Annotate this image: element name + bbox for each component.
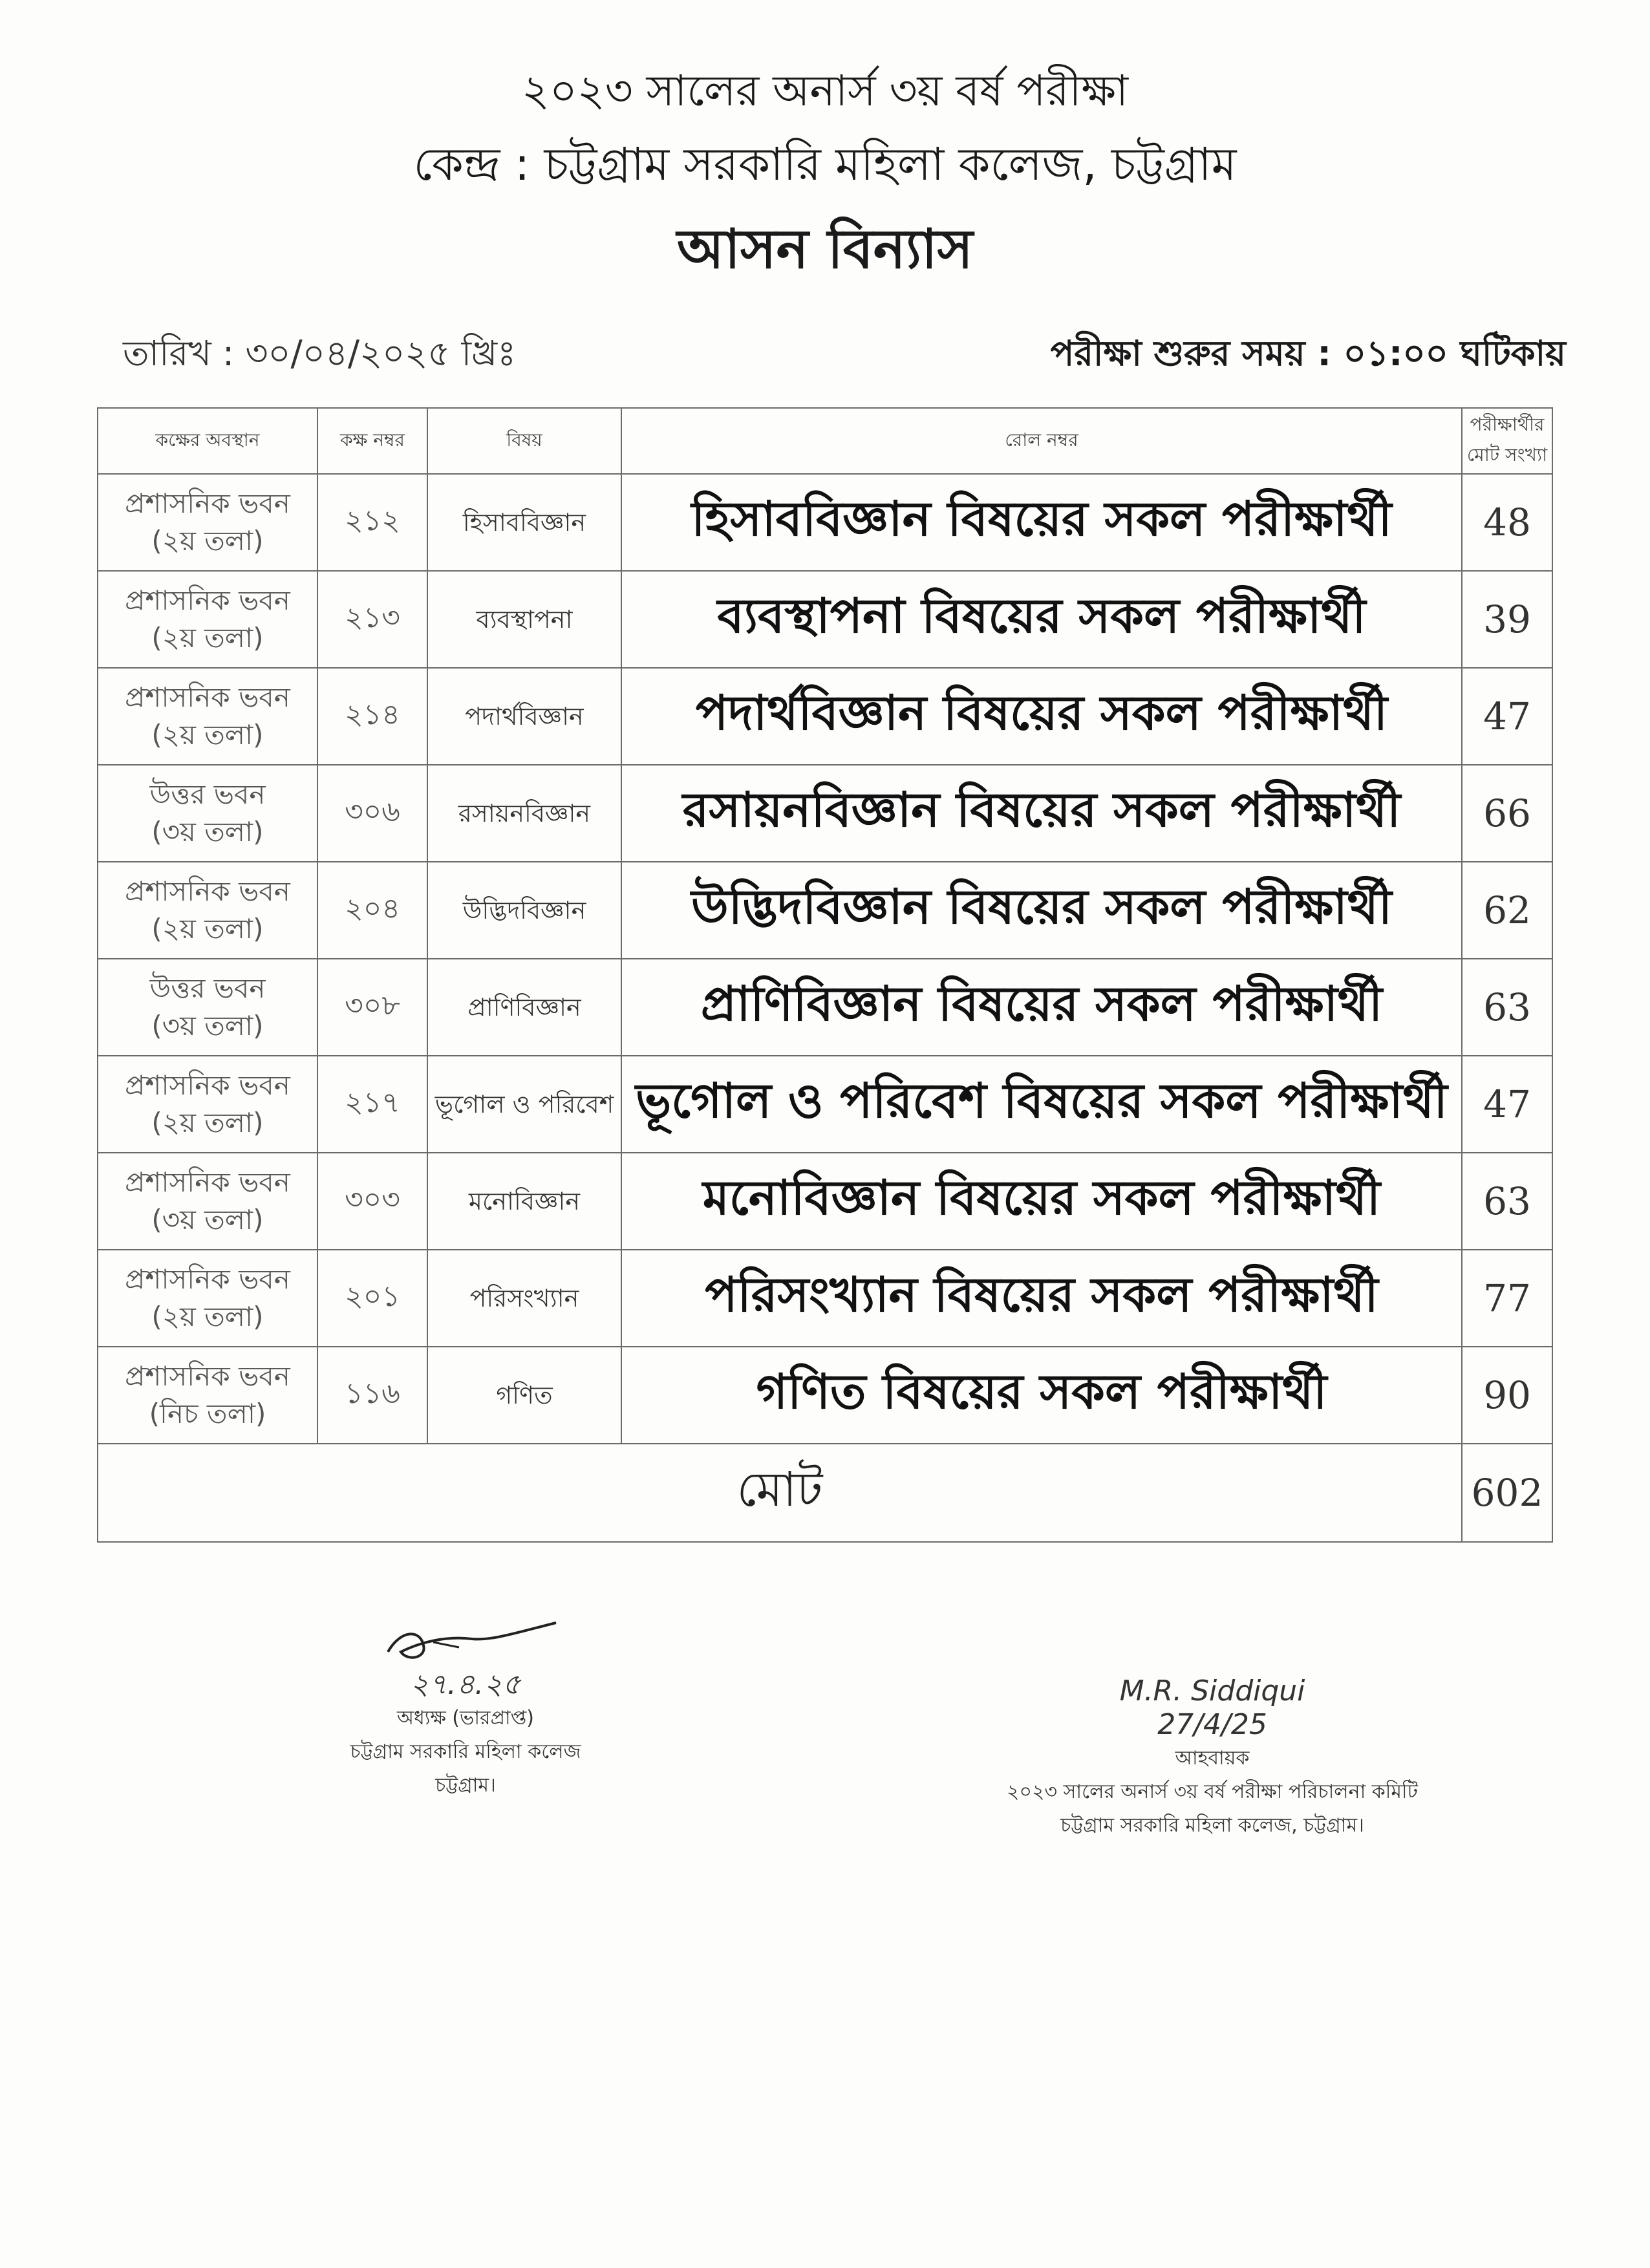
signature-date: 27/4/25 (1157, 1708, 1267, 1741)
page-title: আসন বিন্যাস (677, 217, 973, 281)
location-cell (98, 1153, 317, 1250)
subject-cell: মনোবিজ্ঞান (427, 1153, 621, 1250)
room-number: ২০৪ (317, 862, 427, 959)
location-building: উত্তর ভবন (149, 972, 266, 1004)
location-floor: (২য় তলা) (151, 719, 264, 751)
room-number: ২১৪ (317, 668, 427, 765)
count-cell: 66 (1462, 765, 1552, 862)
location-building: প্রশাসনিক ভবন (125, 875, 290, 907)
table-row (98, 765, 1552, 862)
location-cell (98, 1250, 317, 1347)
room-number: ৩০৬ (317, 765, 427, 862)
subject-cell: হিসাববিজ্ঞান (427, 474, 621, 571)
subject-cell: ভূগোল ও পরিবেশ (427, 1056, 621, 1153)
roll-cell: উদ্ভিদবিজ্ঞান বিষয়ের সকল পরীক্ষার্থী (621, 862, 1462, 959)
location-cell (98, 1347, 317, 1444)
location-floor: (২য় তলা) (151, 525, 264, 557)
location-floor: (২য় তলা) (151, 1301, 264, 1332)
roll-cell: ব্যবস্থাপনা বিষয়ের সকল পরীক্ষার্থী (621, 571, 1462, 668)
signature-mark (362, 1616, 569, 1668)
roll-cell: গণিত বিষয়ের সকল পরীক্ষার্থী (621, 1347, 1462, 1444)
roll-cell: রসায়নবিজ্ঞান বিষয়ের সকল পরীক্ষার্থী (621, 765, 1462, 862)
count-cell: 77 (1462, 1250, 1552, 1347)
location-cell (98, 668, 317, 765)
location-cell (98, 765, 317, 862)
count-cell: 47 (1462, 1056, 1552, 1153)
room-number: ৩০৮ (317, 959, 427, 1056)
location-building: প্রশাসনিক ভবন (125, 584, 290, 616)
convener-title: আহবায়ক (1175, 1747, 1250, 1770)
location-building: প্রশাসনিক ভবন (125, 1069, 290, 1101)
location-floor: (৩য় তলা) (151, 816, 264, 848)
location-building: প্রশাসনিক ভবন (125, 1263, 290, 1295)
table-header-row (98, 408, 1552, 474)
location-floor: (২য় তলা) (151, 622, 264, 654)
location-building: উত্তর ভবন (149, 778, 266, 810)
table-row (98, 1056, 1552, 1153)
location-cell (98, 1056, 317, 1153)
table-row (98, 1347, 1552, 1444)
subject-cell: ব্যবস্থাপনা (427, 571, 621, 668)
location-building: প্রশাসনিক ভবন (125, 681, 290, 713)
room-number: ২০১ (317, 1250, 427, 1347)
room-number: ২১৭ (317, 1056, 427, 1153)
total-label: মোট (98, 1444, 1462, 1542)
subject-cell: উদ্ভিদবিজ্ঞান (427, 862, 621, 959)
header-roll: রোল নম্বর (621, 408, 1462, 474)
roll-cell: মনোবিজ্ঞান বিষয়ের সকল পরীক্ষার্থী (621, 1153, 1462, 1250)
count-cell: 48 (1462, 474, 1552, 571)
exam-start-time: পরীক্ষা শুরুর সময় : ০১:০০ ঘটিকায় (1050, 333, 1566, 374)
signature-date: ২৭.৪.২৫ (410, 1668, 521, 1701)
table-row (98, 668, 1552, 765)
location-floor: (২য় তলা) (151, 913, 264, 945)
location-cell (98, 571, 317, 668)
table-row (98, 1153, 1552, 1250)
location-floor: (নিচ তলা) (149, 1398, 266, 1429)
count-cell: 90 (1462, 1347, 1552, 1444)
header-location: কক্ষের অবস্থান (98, 408, 317, 474)
roll-cell: ভূগোল ও পরিবেশ বিষয়ের সকল পরীক্ষার্থী (621, 1056, 1462, 1153)
location-floor: (২য় তলা) (151, 1107, 264, 1139)
table-row (98, 862, 1552, 959)
exam-center: কেন্দ্র : চট্টগ্রাম সরকারি মহিলা কলেজ, চট্টগ্রাম (413, 138, 1237, 191)
count-cell: 47 (1462, 668, 1552, 765)
exam-date: তারিখ : ৩০/০৪/২০২৫ খ্রিঃ (123, 333, 517, 374)
location-cell (98, 474, 317, 571)
roll-cell: প্রাণিবিজ্ঞান বিষয়ের সকল পরীক্ষার্থী (621, 959, 1462, 1056)
room-number: ১১৬ (317, 1347, 427, 1444)
principal-city: চট্টগ্রাম। (435, 1774, 496, 1797)
principal-title: অধ্যক্ষ (ভারপ্রাপ্ত) (396, 1707, 535, 1729)
convener-org: চট্টগ্রাম সরকারি মহিলা কলেজ, চট্টগ্রাম। (1060, 1814, 1364, 1837)
table-row (98, 571, 1552, 668)
count-cell: 63 (1462, 1153, 1552, 1250)
header-subject: বিষয় (427, 408, 621, 474)
roll-cell: হিসাববিজ্ঞান বিষয়ের সকল পরীক্ষার্থী (621, 474, 1462, 571)
total-row (98, 1444, 1552, 1542)
room-number: ২১২ (317, 474, 427, 571)
subject-cell: প্রাণিবিজ্ঞান (427, 959, 621, 1056)
subject-cell: পরিসংখ্যান (427, 1250, 621, 1347)
subject-cell: গণিত (427, 1347, 621, 1444)
table-row (98, 959, 1552, 1056)
convener-committee: ২০২৩ সালের অনার্স ৩য় বর্ষ পরীক্ষা পরিচালনা কমিটি (1007, 1781, 1418, 1803)
subject-cell: রসায়নবিজ্ঞান (427, 765, 621, 862)
room-number: ৩০৩ (317, 1153, 427, 1250)
roll-cell: পদার্থবিজ্ঞান বিষয়ের সকল পরীক্ষার্থী (621, 668, 1462, 765)
header-room: কক্ষ নম্বর (317, 408, 427, 474)
header-count: পরীক্ষার্থীর মোট সংখ্যা (1462, 408, 1552, 474)
count-cell: 39 (1462, 571, 1552, 668)
principal-signature-block (304, 1616, 627, 1803)
location-building: প্রশাসনিক ভবন (125, 1166, 290, 1198)
table-row (98, 1250, 1552, 1347)
total-value: 602 (1462, 1444, 1552, 1542)
location-building: প্রশাসনিক ভবন (125, 487, 290, 519)
location-building: প্রশাসনিক ভবন (125, 1360, 290, 1392)
room-number: ২১৩ (317, 571, 427, 668)
roll-cell: পরিসংখ্যান বিষয়ের সকল পরীক্ষার্থী (621, 1250, 1462, 1347)
table-row (98, 474, 1552, 571)
location-cell (98, 862, 317, 959)
count-cell: 63 (1462, 959, 1552, 1056)
count-cell: 62 (1462, 862, 1552, 959)
exam-title: ২০২৩ সালের অনার্স ৩য় বর্ষ পরীক্ষা (521, 66, 1129, 116)
subject-cell: পদার্থবিজ্ঞান (427, 668, 621, 765)
location-floor: (৩য় তলা) (151, 1010, 264, 1042)
convener-signature-block (873, 1674, 1552, 1843)
location-floor: (৩য় তলা) (151, 1204, 264, 1236)
principal-org: চট্টগ্রাম সরকারি মহিলা কলেজ (350, 1740, 581, 1763)
signature-name: M.R. Siddiqui (1119, 1674, 1305, 1707)
location-cell (98, 959, 317, 1056)
seat-plan-table (97, 407, 1553, 1543)
